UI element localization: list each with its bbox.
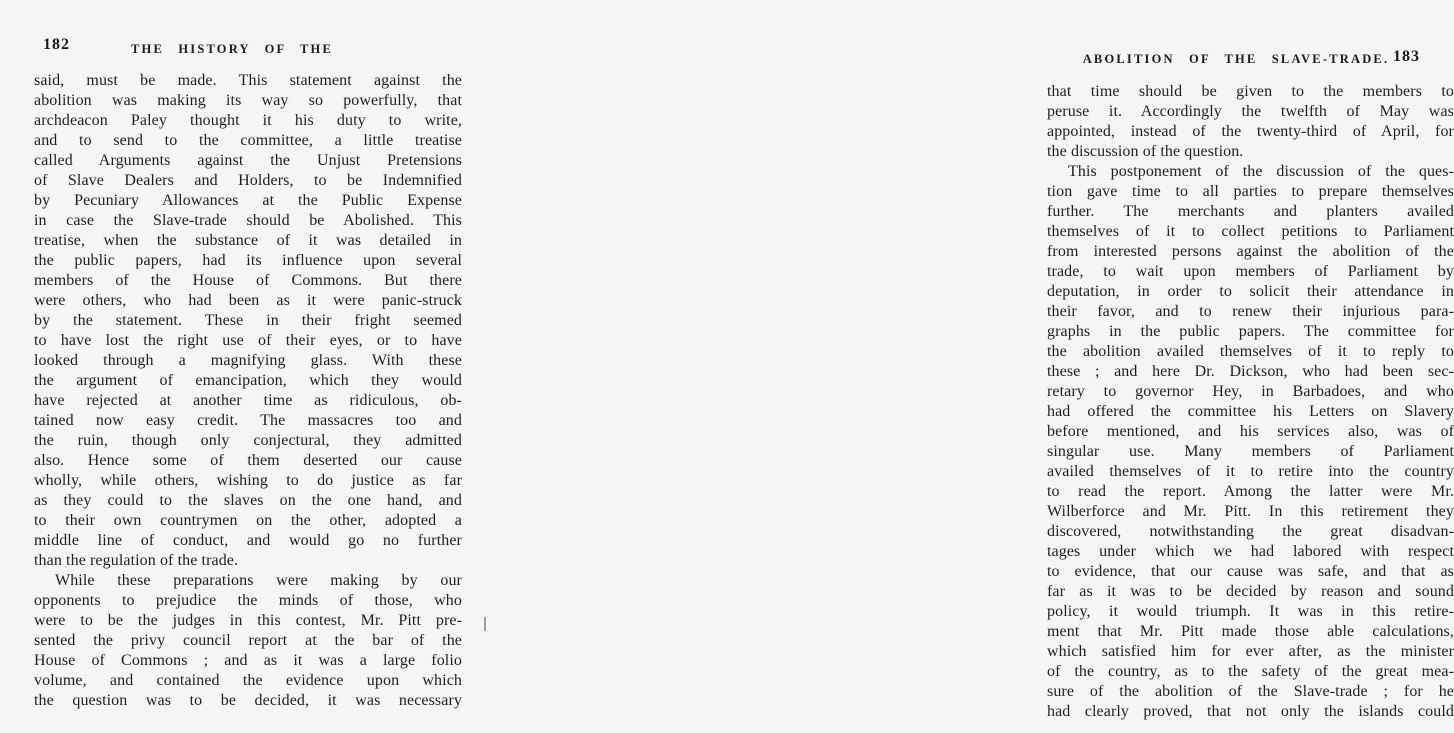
left-page-number: 182 xyxy=(43,36,70,53)
text-line: to read the report. Among the latter were Mr. xyxy=(1047,483,1454,500)
right-page xyxy=(490,0,1454,733)
text-line: House of Commons ; and as it was a large folio xyxy=(34,652,462,669)
text-line: were to be the judges in this contest, Mr. Pitt pre- xyxy=(34,612,462,629)
text-line: treatise, when the substance of it was detailed in xyxy=(34,232,462,249)
text-line: peruse it. Accordingly the twelfth of May was xyxy=(1047,103,1454,120)
scan-artifact-mark xyxy=(484,617,486,631)
text-line: availed themselves of it to retire into the country xyxy=(1047,463,1454,480)
right-page-body xyxy=(1047,82,1454,722)
text-line: had clearly proved, that not only the islands could xyxy=(1047,703,1454,720)
text-line: ment that Mr. Pitt made those able calculations, xyxy=(1047,623,1454,640)
left-page-body xyxy=(34,71,462,711)
text-line: had offered the committee his Letters on Slavery xyxy=(1047,403,1454,420)
text-line: deputation, in order to solicit their attendance in xyxy=(1047,283,1454,300)
text-line: appointed, instead of the twenty-third of April, for xyxy=(1047,123,1454,140)
text-line: retary to governor Hey, in Barbadoes, and who xyxy=(1047,383,1454,400)
text-line: trade, to wait upon members of Parliament by xyxy=(1047,263,1454,280)
text-line: looked through a magnifying glass. With these xyxy=(34,352,462,369)
text-line: were others, who had been as it were panic-struck xyxy=(34,292,462,309)
text-line: before mentioned, and his services also, was of xyxy=(1047,423,1454,440)
right-page-number: 183 xyxy=(1393,48,1420,65)
text-line: to have lost the right use of their eyes, or to have xyxy=(34,332,462,349)
text-line: wholly, while others, wishing to do justice as far xyxy=(34,472,462,489)
text-line: the argument of emancipation, which they would xyxy=(34,372,462,389)
text-line: the discussion of the question. xyxy=(1047,143,1244,160)
text-line: said, must be made. This statement against the xyxy=(34,72,462,89)
left-running-title: THE HISTORY OF THE xyxy=(131,42,333,56)
text-line: sure of the abolition of the Slave-trade ; for he xyxy=(1047,683,1454,700)
text-line: the public papers, had its influence upon several xyxy=(34,252,462,269)
text-line: have rejected at another time as ridiculous, ob- xyxy=(34,392,462,409)
text-line: that time should be given to the members to xyxy=(1047,83,1454,100)
text-line: archdeacon Paley thought it his duty to write, xyxy=(34,112,462,129)
text-line: abolition was making its way so powerfully, that xyxy=(34,92,462,109)
text-line: tained now easy credit. The massacres too and xyxy=(34,412,462,429)
text-line: the question was to be decided, it was necessary xyxy=(34,692,462,709)
text-line: themselves of it to collect petitions to Parliament xyxy=(1047,223,1454,240)
text-line: as they could to the slaves on the one hand, and xyxy=(34,492,462,509)
text-line: the abolition availed themselves of it to reply to xyxy=(1047,343,1454,360)
text-line: by the statement. These in their fright seemed xyxy=(34,312,462,329)
text-line: also. Hence some of them deserted our cause xyxy=(34,452,462,469)
text-line: of Slave Dealers and Holders, to be Indemnified xyxy=(34,172,462,189)
text-line: volume, and contained the evidence upon which xyxy=(34,672,462,689)
text-line: these ; and here Dr. Dickson, who had been sec- xyxy=(1047,363,1454,380)
text-line: to evidence, that our cause was safe, and that as xyxy=(1047,563,1454,580)
text-line: far as it was to be decided by reason and sound xyxy=(1047,583,1454,600)
text-line: This postponement of the discussion of the ques- xyxy=(1068,163,1454,180)
text-line: in case the Slave-trade should be Abolished. This xyxy=(34,212,462,229)
text-line: to their own countrymen on the other, adopted a xyxy=(34,512,462,529)
text-line: members of the House of Commons. But there xyxy=(34,272,462,289)
text-line: tages under which we had labored with respect xyxy=(1047,543,1454,560)
text-line: graphs in the public papers. The committee for xyxy=(1047,323,1454,340)
text-line: called Arguments against the Unjust Pretensions xyxy=(34,152,462,169)
text-line: from interested persons against the abolition of the xyxy=(1047,243,1454,260)
text-line: sented the privy council report at the bar of the xyxy=(34,632,462,649)
text-line: policy, it would triumph. It was in this retire- xyxy=(1047,603,1454,620)
left-page xyxy=(0,0,490,733)
text-line: singular use. Many members of Parliament xyxy=(1047,443,1454,460)
text-line: further. The merchants and planters availed xyxy=(1047,203,1454,220)
text-line: which satisfied him for ever after, as the minister xyxy=(1047,643,1454,660)
text-line: Wilberforce and Mr. Pitt. In this retirement they xyxy=(1047,503,1454,520)
text-line: the ruin, though only conjectural, they admitted xyxy=(34,432,462,449)
text-line: of the country, as to the safety of the great mea- xyxy=(1047,663,1454,680)
text-line: than the regulation of the trade. xyxy=(34,552,239,569)
right-running-title: ABOLITION OF THE SLAVE-TRADE. xyxy=(1082,52,1390,66)
text-line: middle line of conduct, and would go no further xyxy=(34,532,462,549)
text-line: by Pecuniary Allowances at the Public Expense xyxy=(34,192,462,209)
text-line: While these preparations were making by our xyxy=(55,572,462,589)
text-line: and to send to the committee, a little treatise xyxy=(34,132,462,149)
text-line: opponents to prejudice the minds of those, who xyxy=(34,592,462,609)
text-line: discovered, notwithstanding the great disadvan- xyxy=(1047,523,1454,540)
text-line: tion gave time to all parties to prepare themselves xyxy=(1047,183,1454,200)
text-line: their favor, and to renew their injurious para- xyxy=(1047,303,1454,320)
